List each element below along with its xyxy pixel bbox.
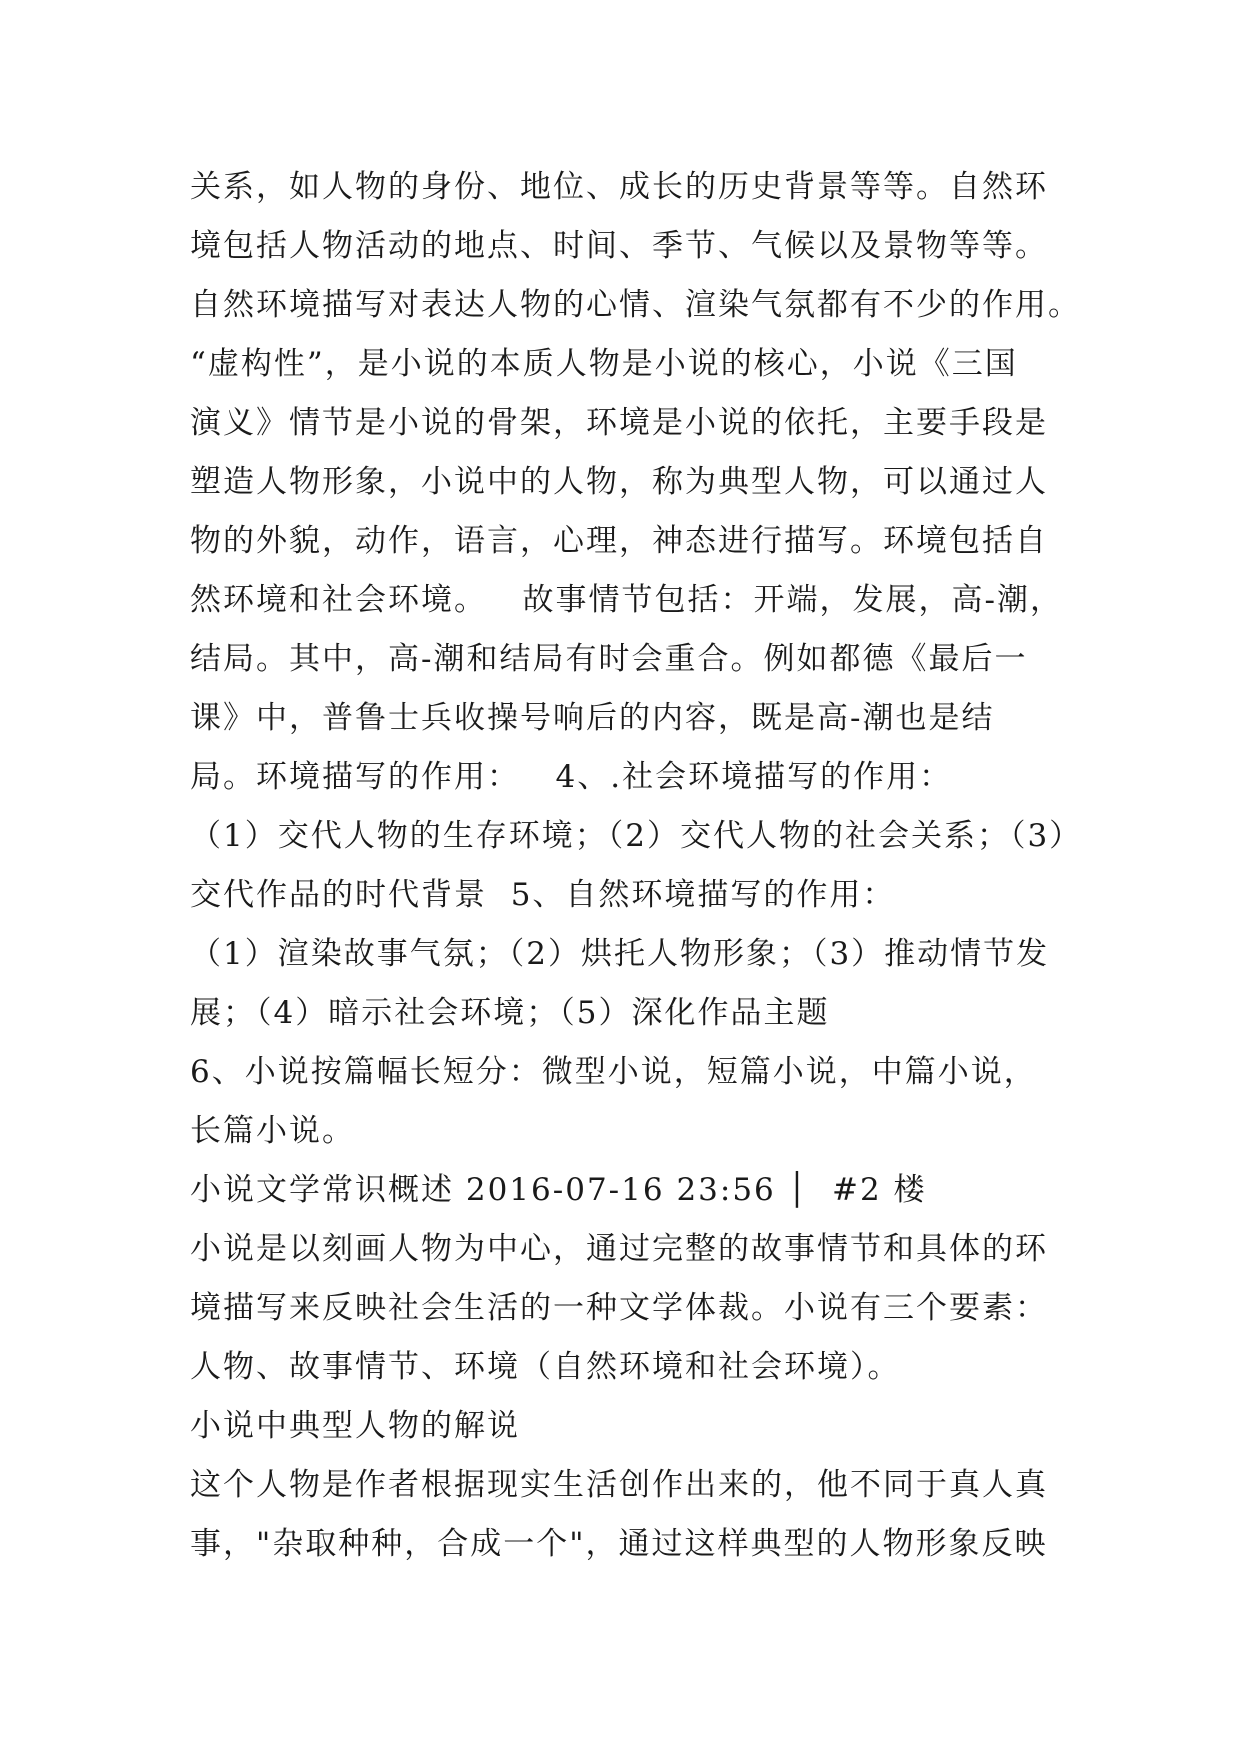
- text-line: 这个人物是作者根据现实生活创作出来的，他不同于真人真: [190, 1467, 1048, 1503]
- text-line: 物的外貌，动作，语言，心理，神态进行描写。环境包括自: [190, 523, 1048, 559]
- text-line: 6、小说按篇幅长短分：微型小说，短篇小说，中篇小说，: [190, 1054, 1037, 1090]
- text-line: （1）交代人物的生存环境；（2）交代人物的社会关系；（3）: [190, 818, 1083, 854]
- text-line: 境包括人物活动的地点、时间、季节、气候以及景物等等。: [190, 228, 1048, 264]
- text-line: 然环境和社会环境。 故事情节包括：开端，发展，高-潮，: [190, 582, 1064, 618]
- text-line: 结局。其中，高-潮和结局有时会重合。例如都德《最后一: [190, 641, 1028, 677]
- text-line: 展；（4）暗示社会环境；（5）深化作品主题: [190, 995, 830, 1031]
- text-line: 课》中，普鲁士兵收操号响后的内容，既是高-潮也是结: [190, 700, 995, 736]
- text-line: 交代作品的时代背景 5、自然环境描写的作用：: [190, 877, 896, 913]
- text-line: 人物、故事情节、环境（自然环境和社会环境）。: [190, 1349, 901, 1385]
- text-line: 自然环境描写对表达人物的心情、渲染气氛都有不少的作用。: [190, 287, 1081, 323]
- text-line: 境描写来反映社会生活的一种文学体裁。小说有三个要素：: [190, 1290, 1048, 1326]
- text-line: （1）渲染故事气氛；（2）烘托人物形象；（3）推动情节发: [190, 936, 1050, 972]
- text-line: “虚构性”，是小说的本质人物是小说的核心，小说《三国: [190, 346, 1018, 382]
- post-heading: 小说文学常识概述 2016-07-16 23:56 │ #2 楼: [190, 1172, 927, 1208]
- text-line: 局。环境描写的作用： 4、.社会环境描写的作用：: [190, 759, 953, 795]
- text-line: 长篇小说。: [190, 1113, 355, 1149]
- text-line: 小说是以刻画人物为中心，通过完整的故事情节和具体的环: [190, 1231, 1048, 1267]
- text-line: 事，"杂取种种，合成一个"，通过这样典型的人物形象反映: [190, 1526, 1048, 1562]
- text-line: 演义》情节是小说的骨架，环境是小说的依托，主要手段是: [190, 405, 1048, 441]
- text-line: 关系，如人物的身份、地位、成长的历史背景等等。自然环: [190, 169, 1048, 205]
- section-heading: 小说中典型人物的解说: [190, 1408, 520, 1444]
- document-body: [190, 158, 1090, 1574]
- text-line: 塑造人物形象，小说中的人物，称为典型人物，可以通过人: [190, 464, 1048, 500]
